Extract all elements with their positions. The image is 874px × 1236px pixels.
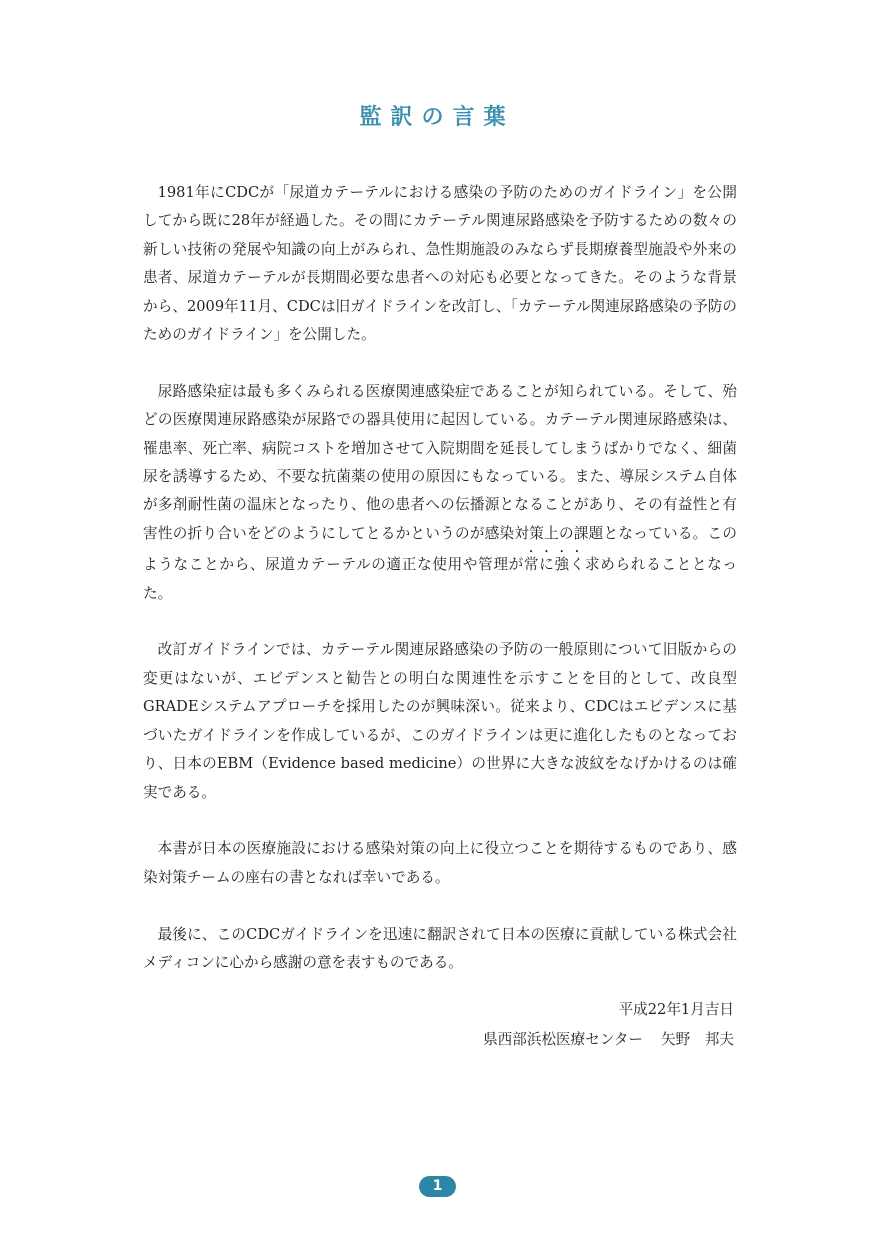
signature-block [483,1028,734,1049]
paragraph-3: 改訂ガイドラインでは、カテーテル関連尿路感染の予防の一般原則について旧版からの変更はないが、エビデンスと勧告との明白な関連性を示すことを目的として、改良型GRADEシステムアプローチを採用したのが興味深い。従来より、CDCはエビデンスに基づいたガイドラインを作成しているが、このガイドラインは更に進化したものとなっており、日本のEBM（Evidence based medicine）の世界に大きな波紋をなげかけるのは確実である。 [143,641,737,801]
paragraph-4: 本書が日本の医療施設における感染対策の向上に役立つことを期待するものであり、感染対策チームの座右の書となれば幸いである。 [143,840,737,886]
paragraph-2 [143,378,737,608]
body-text [143,179,737,1006]
paragraph-2-text: 尿路感染症は最も多くみられる医療関連感染症であることが知られている。そして、殆どの医療関連尿路感染が尿路での器具使用に起因している。カテーテル関連尿路感染は、罹患率、死亡率、病院コストを増加させて入院期間を延長してしまうばかりでなく、細菌尿を誘導するため、不要な抗菌薬の使用の原因にもなっている。また、導尿システム自体が多剤耐性菌の温床となったり、他の患者への伝播源となることがあり、その有益性と有害性の折り合いをどのようにしてとるかというのが感染対策上の課題となっている。このようなことから、尿道カテーテルの適正な使用や管理が [143,382,737,574]
emphasized-text: 常に強く [523,556,585,574]
signature-name: 矢野 邦夫 [661,1031,734,1048]
page-number-badge: 1 [419,1176,456,1197]
signature-date: 平成22年1月吉日 [618,1001,734,1018]
paragraph-5: 最後に、このCDCガイドラインを迅速に翻訳されて日本の医療に貢献している株式会社メディコンに心から感謝の意を表すものである。 [143,925,737,971]
paragraph-1: 1981年にCDCが「尿道カテーテルにおける感染の予防のためのガイドライン」を公開してから既に28年が経過した。その間にカテーテル関連尿路感染を予防するための数々の新しい技術の発展や知識の向上がみられ、急性期施設のみならず長期療養型施設や外来の患者、尿道カテーテルが長期間必要な患者への対応も必要となってきた。そのような背景から、2009年11月、CDCは旧ガイドラインを改訂し、「カテーテル関連尿路感染の予防のためのガイドライン」を公開した。 [143,184,737,344]
signature-affiliation: 県西部浜松医療センター [483,1031,644,1048]
page-title: 監訳の言葉 [359,104,515,130]
paragraph-2-tail: 求められることとなった。 [143,556,737,602]
